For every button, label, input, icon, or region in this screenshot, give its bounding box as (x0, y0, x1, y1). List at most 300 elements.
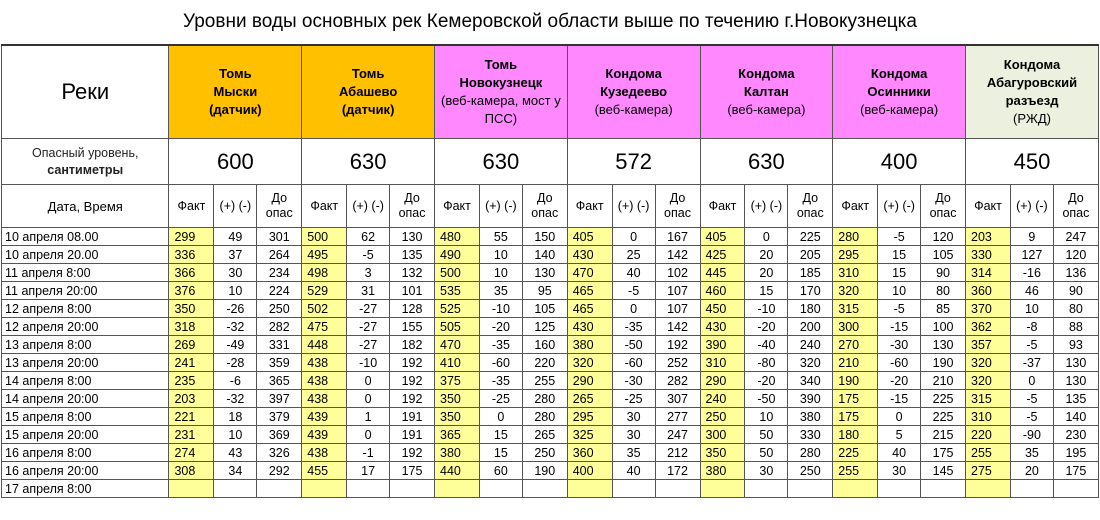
station-header (700, 45, 833, 139)
station-river: Кондома (605, 66, 662, 81)
fact-cell: 438 (302, 354, 347, 372)
to-danger-header: До опас (1053, 185, 1098, 228)
change-cell: 3 (347, 264, 390, 282)
fact-cell: 430 (567, 246, 612, 264)
fact-cell: 465 (567, 282, 612, 300)
to-danger-cell: 88 (1053, 318, 1098, 336)
to-danger-header: До опас (522, 185, 567, 228)
fact-cell: 438 (302, 372, 347, 390)
fact-cell: 203 (966, 228, 1011, 246)
to-danger-cell: 145 (921, 462, 966, 480)
fact-cell: 460 (700, 282, 745, 300)
to-danger-cell: 252 (655, 354, 700, 372)
fact-cell: 320 (966, 372, 1011, 390)
change-cell: -5 (878, 228, 921, 246)
fact-cell: 390 (700, 336, 745, 354)
change-cell: -27 (347, 300, 390, 318)
station-location: Абашево (338, 84, 398, 99)
to-danger-cell (390, 480, 435, 498)
to-danger-cell: 170 (788, 282, 833, 300)
danger-level-value: 600 (169, 139, 302, 185)
change-cell: -1 (347, 444, 390, 462)
change-cell: -30 (878, 336, 921, 354)
fact-cell: 405 (567, 228, 612, 246)
change-cell: -20 (745, 318, 788, 336)
to-danger-cell: 93 (1053, 336, 1098, 354)
change-cell: 15 (878, 246, 921, 264)
fact-cell: 310 (966, 408, 1011, 426)
to-danger-cell: 135 (1053, 390, 1098, 408)
station-location: Новокузнецк (459, 75, 543, 90)
to-danger-cell: 180 (788, 300, 833, 318)
change-cell: 0 (347, 372, 390, 390)
to-danger-cell: 331 (257, 336, 302, 354)
to-danger-cell: 192 (655, 336, 700, 354)
station-river: Кондома (738, 66, 795, 81)
fact-cell: 295 (833, 246, 878, 264)
fact-cell: 250 (700, 408, 745, 426)
to-danger-cell: 101 (390, 282, 435, 300)
change-cell: -6 (214, 372, 257, 390)
to-danger-cell: 212 (655, 444, 700, 462)
change-cell (878, 480, 921, 498)
fact-cell: 438 (302, 444, 347, 462)
fact-cell: 290 (567, 372, 612, 390)
change-header: (+) (-) (878, 185, 921, 228)
change-cell: 0 (347, 390, 390, 408)
fact-cell: 495 (302, 246, 347, 264)
row-datetime: 14 апреля 8:00 (2, 372, 169, 390)
to-danger-cell (522, 480, 567, 498)
to-danger-cell: 320 (788, 354, 833, 372)
to-danger-cell: 234 (257, 264, 302, 282)
to-danger-cell: 192 (390, 390, 435, 408)
fact-cell: 350 (435, 390, 480, 408)
to-danger-cell: 225 (921, 408, 966, 426)
table-row (2, 264, 1099, 282)
fact-cell: 470 (567, 264, 612, 282)
to-danger-cell: 135 (390, 246, 435, 264)
to-danger-cell: 90 (921, 264, 966, 282)
fact-cell (169, 480, 214, 498)
change-cell: 15 (878, 264, 921, 282)
change-cell: -16 (1010, 264, 1053, 282)
change-cell: 30 (612, 408, 655, 426)
table-row (2, 246, 1099, 264)
fact-cell: 300 (700, 426, 745, 444)
row-datetime: 12 апреля 20:00 (2, 318, 169, 336)
row-datetime: 11 апреля 20:00 (2, 282, 169, 300)
danger-level-value: 630 (700, 139, 833, 185)
row-datetime: 16 апреля 20:00 (2, 462, 169, 480)
change-cell: -26 (214, 300, 257, 318)
change-cell: 35 (1010, 444, 1053, 462)
change-cell: -8 (1010, 318, 1053, 336)
change-cell: 46 (1010, 282, 1053, 300)
change-cell: 0 (745, 228, 788, 246)
to-danger-cell: 250 (788, 462, 833, 480)
fact-cell: 274 (169, 444, 214, 462)
fact-cell: 490 (435, 246, 480, 264)
station-river: Томь (484, 57, 518, 72)
table-row (2, 228, 1099, 246)
fact-header: Факт (833, 185, 878, 228)
fact-cell: 310 (700, 354, 745, 372)
to-danger-header: До опас (257, 185, 302, 228)
fact-cell (966, 480, 1011, 498)
change-cell: 30 (214, 264, 257, 282)
row-datetime: 10 апреля 08.00 (2, 228, 169, 246)
change-cell: 31 (347, 282, 390, 300)
table-row (2, 336, 1099, 354)
station-header (833, 45, 966, 139)
fact-cell: 320 (567, 354, 612, 372)
change-cell: 127 (1010, 246, 1053, 264)
fact-cell: 350 (169, 300, 214, 318)
to-danger-cell: 224 (257, 282, 302, 300)
change-cell (745, 480, 788, 498)
fact-cell: 330 (966, 246, 1011, 264)
table-row (2, 318, 1099, 336)
fact-header: Факт (567, 185, 612, 228)
fact-cell: 241 (169, 354, 214, 372)
change-cell: -5 (612, 282, 655, 300)
change-cell: 15 (479, 426, 522, 444)
fact-cell: 290 (700, 372, 745, 390)
change-cell (1010, 480, 1053, 498)
station-river: Томь (351, 66, 385, 81)
row-datetime: 13 апреля 20:00 (2, 354, 169, 372)
change-cell: -25 (612, 390, 655, 408)
page-title: Уровни воды основных рек Кемеровской области выше по течению г.Новокузнецка (183, 11, 917, 32)
fact-cell: 275 (966, 462, 1011, 480)
fact-cell: 315 (966, 390, 1011, 408)
to-danger-cell: 105 (921, 246, 966, 264)
change-cell: -5 (1010, 336, 1053, 354)
fact-cell: 235 (169, 372, 214, 390)
fact-cell: 300 (833, 318, 878, 336)
to-danger-cell: 80 (1053, 300, 1098, 318)
to-danger-cell: 277 (655, 408, 700, 426)
fact-cell: 502 (302, 300, 347, 318)
fact-cell: 231 (169, 426, 214, 444)
to-danger-cell: 155 (390, 318, 435, 336)
to-danger-header: До опас (921, 185, 966, 228)
to-danger-cell: 240 (788, 336, 833, 354)
rivers-header: Реки (2, 45, 169, 139)
fact-cell: 314 (966, 264, 1011, 282)
fact-cell: 525 (435, 300, 480, 318)
change-cell: -35 (479, 372, 522, 390)
to-danger-cell: 359 (257, 354, 302, 372)
fact-cell (567, 480, 612, 498)
fact-cell: 470 (435, 336, 480, 354)
change-cell: 20 (1010, 462, 1053, 480)
to-danger-cell: 125 (522, 318, 567, 336)
to-danger-cell: 175 (1053, 462, 1098, 480)
fact-cell: 500 (435, 264, 480, 282)
fact-cell: 370 (966, 300, 1011, 318)
fact-cell: 362 (966, 318, 1011, 336)
change-header: (+) (-) (214, 185, 257, 228)
to-danger-header: До опас (655, 185, 700, 228)
fact-cell: 310 (833, 264, 878, 282)
to-danger-cell: 265 (522, 426, 567, 444)
fact-cell: 380 (567, 336, 612, 354)
row-datetime: 10 апреля 20.00 (2, 246, 169, 264)
change-cell: -27 (347, 318, 390, 336)
change-cell: 10 (479, 246, 522, 264)
change-cell: -10 (745, 300, 788, 318)
fact-cell (302, 480, 347, 498)
to-danger-cell: 130 (522, 264, 567, 282)
to-danger-cell: 250 (257, 300, 302, 318)
fact-cell: 255 (833, 462, 878, 480)
to-danger-cell: 225 (921, 390, 966, 408)
station-river: Томь (219, 66, 252, 81)
change-cell (479, 480, 522, 498)
to-danger-cell: 130 (921, 336, 966, 354)
change-cell: 0 (612, 228, 655, 246)
change-cell: -90 (1010, 426, 1053, 444)
fact-cell: 175 (833, 408, 878, 426)
to-danger-cell: 192 (390, 372, 435, 390)
to-danger-cell: 107 (655, 282, 700, 300)
fact-cell: 535 (435, 282, 480, 300)
table-row (2, 354, 1099, 372)
change-cell: 60 (479, 462, 522, 480)
to-danger-cell: 326 (257, 444, 302, 462)
fact-cell: 366 (169, 264, 214, 282)
fact-header: Факт (700, 185, 745, 228)
to-danger-cell: 120 (1053, 246, 1098, 264)
change-header: (+) (-) (612, 185, 655, 228)
water-levels-table (1, 44, 1099, 498)
to-danger-cell: 160 (522, 336, 567, 354)
change-cell: -35 (612, 318, 655, 336)
change-cell: -60 (878, 354, 921, 372)
change-cell: 1 (347, 408, 390, 426)
table-row (2, 300, 1099, 318)
fact-cell: 405 (700, 228, 745, 246)
to-danger-cell: 175 (921, 444, 966, 462)
table-row (2, 444, 1099, 462)
to-danger-cell: 182 (390, 336, 435, 354)
station-source: (датчик) (209, 102, 262, 117)
change-header: (+) (-) (347, 185, 390, 228)
fact-cell: 225 (833, 444, 878, 462)
table-row (2, 372, 1099, 390)
fact-cell: 448 (302, 336, 347, 354)
to-danger-cell: 205 (788, 246, 833, 264)
to-danger-cell (1053, 480, 1098, 498)
fact-cell: 221 (169, 408, 214, 426)
fact-cell: 439 (302, 408, 347, 426)
change-cell: -10 (479, 300, 522, 318)
change-header: (+) (-) (1010, 185, 1053, 228)
fact-cell: 376 (169, 282, 214, 300)
change-cell: -20 (745, 372, 788, 390)
to-danger-cell: 90 (1053, 282, 1098, 300)
to-danger-cell: 280 (788, 444, 833, 462)
table-row (2, 426, 1099, 444)
fact-cell: 365 (435, 426, 480, 444)
change-cell: 40 (878, 444, 921, 462)
to-danger-cell: 105 (522, 300, 567, 318)
to-danger-cell: 301 (257, 228, 302, 246)
fact-cell: 336 (169, 246, 214, 264)
change-cell: -10 (347, 354, 390, 372)
station-header (435, 45, 568, 139)
to-danger-cell: 250 (522, 444, 567, 462)
table-row (2, 390, 1099, 408)
to-danger-cell: 330 (788, 426, 833, 444)
station-river: Кондома (1003, 57, 1061, 72)
to-danger-header: До опас (788, 185, 833, 228)
change-cell (612, 480, 655, 498)
to-danger-cell: 107 (655, 300, 700, 318)
to-danger-cell: 95 (522, 282, 567, 300)
to-danger-cell: 379 (257, 408, 302, 426)
station-location: Мыски (213, 84, 258, 99)
station-river: Кондома (870, 66, 928, 81)
change-cell: 10 (214, 426, 257, 444)
to-danger-cell: 200 (788, 318, 833, 336)
to-danger-cell: 150 (522, 228, 567, 246)
change-cell: 20 (745, 246, 788, 264)
to-danger-cell: 132 (390, 264, 435, 282)
station-header (169, 45, 302, 139)
fact-cell: 280 (833, 228, 878, 246)
fact-cell: 320 (833, 282, 878, 300)
fact-cell: 270 (833, 336, 878, 354)
fact-cell: 220 (966, 426, 1011, 444)
change-cell: -28 (214, 354, 257, 372)
to-danger-cell: 120 (921, 228, 966, 246)
row-datetime: 16 апреля 8:00 (2, 444, 169, 462)
danger-level-value: 450 (966, 139, 1099, 185)
change-cell: 35 (612, 444, 655, 462)
change-cell: -15 (878, 318, 921, 336)
fact-cell: 255 (966, 444, 1011, 462)
row-datetime: 13 апреля 8:00 (2, 336, 169, 354)
to-danger-cell (655, 480, 700, 498)
change-cell: -37 (1010, 354, 1053, 372)
change-cell: 50 (745, 426, 788, 444)
fact-cell: 440 (435, 462, 480, 480)
danger-level-value: 630 (302, 139, 435, 185)
to-danger-cell: 136 (1053, 264, 1098, 282)
change-cell: 10 (479, 264, 522, 282)
to-danger-cell: 390 (788, 390, 833, 408)
to-danger-cell: 255 (522, 372, 567, 390)
fact-cell: 357 (966, 336, 1011, 354)
to-danger-cell: 185 (788, 264, 833, 282)
change-cell: 25 (612, 246, 655, 264)
change-cell: -5 (1010, 408, 1053, 426)
to-danger-cell: 365 (257, 372, 302, 390)
fact-cell: 498 (302, 264, 347, 282)
to-danger-cell: 85 (921, 300, 966, 318)
change-cell: 37 (214, 246, 257, 264)
change-cell: 15 (479, 444, 522, 462)
change-cell: 43 (214, 444, 257, 462)
change-cell: -20 (878, 372, 921, 390)
change-header: (+) (-) (479, 185, 522, 228)
danger-level-label: Опасный уровень, сантиметры (2, 139, 169, 185)
station-location: Абагуровский разъезд (986, 75, 1078, 108)
fact-cell: 380 (700, 462, 745, 480)
change-cell: 10 (214, 282, 257, 300)
fact-cell: 455 (302, 462, 347, 480)
station-location: Кузедеево (600, 84, 668, 99)
to-danger-cell: 340 (788, 372, 833, 390)
change-cell: -60 (612, 354, 655, 372)
change-cell: 35 (479, 282, 522, 300)
change-cell: -50 (612, 336, 655, 354)
change-cell: -5 (878, 300, 921, 318)
station-header (302, 45, 435, 139)
fact-cell (700, 480, 745, 498)
change-cell: -60 (479, 354, 522, 372)
to-danger-cell: 190 (522, 462, 567, 480)
to-danger-cell: 130 (1053, 354, 1098, 372)
change-cell: -5 (347, 246, 390, 264)
change-cell: 10 (1010, 300, 1053, 318)
change-cell: 18 (214, 408, 257, 426)
change-cell: 40 (612, 264, 655, 282)
row-datetime: 17 апреля 8:00 (2, 480, 169, 498)
datetime-header: Дата, Время (2, 185, 169, 228)
fact-cell: 500 (302, 228, 347, 246)
to-danger-cell: 167 (655, 228, 700, 246)
to-danger-cell: 282 (655, 372, 700, 390)
station-location: Осинники (867, 84, 931, 99)
fact-cell: 265 (567, 390, 612, 408)
fact-cell: 425 (700, 246, 745, 264)
station-source: (веб-камера) (860, 102, 939, 117)
to-danger-cell: 175 (390, 462, 435, 480)
fact-cell: 430 (567, 318, 612, 336)
fact-cell: 450 (700, 300, 745, 318)
station-source: (РЖД) (1013, 111, 1052, 126)
fact-header: Факт (966, 185, 1011, 228)
fact-header: Факт (169, 185, 214, 228)
change-cell: -32 (214, 318, 257, 336)
fact-cell: 350 (435, 408, 480, 426)
row-datetime: 14 апреля 20:00 (2, 390, 169, 408)
to-danger-cell: 397 (257, 390, 302, 408)
fact-cell: 190 (833, 372, 878, 390)
change-cell: -32 (214, 390, 257, 408)
danger-level-value: 400 (833, 139, 966, 185)
fact-cell: 299 (169, 228, 214, 246)
to-danger-cell: 192 (390, 444, 435, 462)
fact-cell: 410 (435, 354, 480, 372)
fact-cell: 210 (833, 354, 878, 372)
to-danger-cell: 192 (390, 354, 435, 372)
fact-cell: 308 (169, 462, 214, 480)
fact-cell: 269 (169, 336, 214, 354)
change-cell: 0 (878, 408, 921, 426)
row-datetime: 15 апреля 20:00 (2, 426, 169, 444)
fact-cell: 475 (302, 318, 347, 336)
to-danger-cell: 191 (390, 426, 435, 444)
change-cell: -49 (214, 336, 257, 354)
fact-cell: 318 (169, 318, 214, 336)
station-source: (веб-камера, мост у ПСС) (440, 93, 561, 126)
station-header (966, 45, 1099, 139)
